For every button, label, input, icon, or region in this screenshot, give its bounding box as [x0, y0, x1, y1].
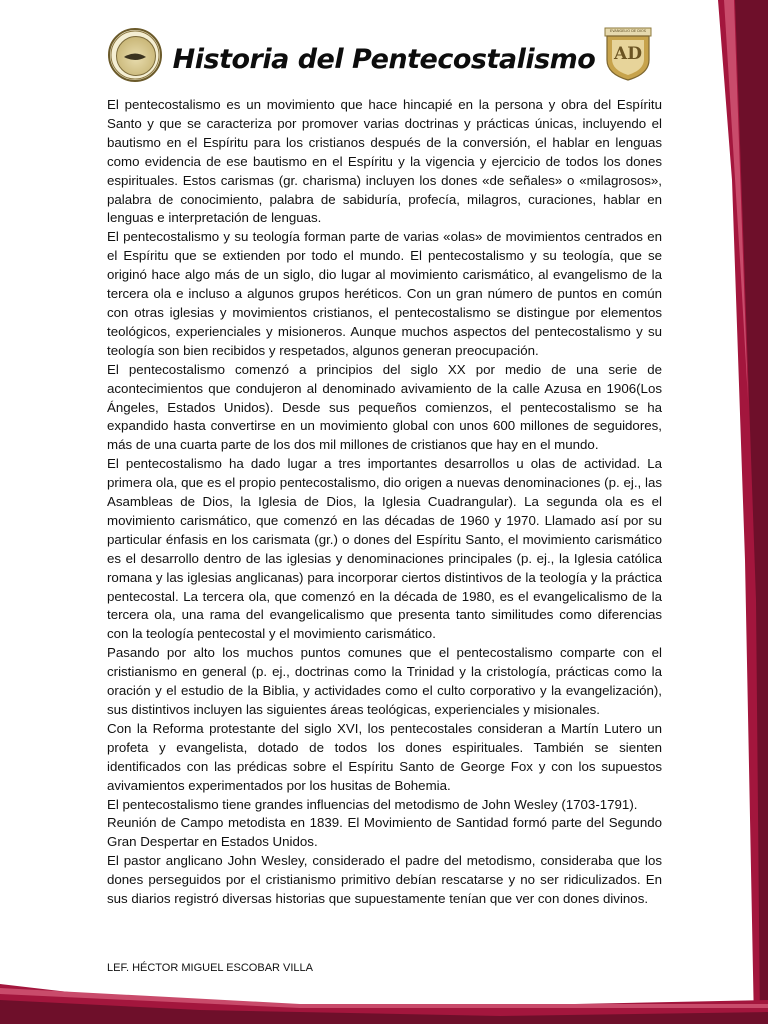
logo-letters: AD: [614, 44, 642, 64]
paragraph: Reunión de Campo metodista en 1839. El Movimiento de Santidad formó parte del Segundo Gran Despertar en Estados Unidos.: [107, 815, 662, 850]
paragraph: El pentecostalismo y su teología forman parte de varias «olas» de movimientos centrados en el Espíritu que se extienden por todo el mundo. El pentecostalismo y su teología, que se originó hace algo más de un siglo, dio lugar al movimiento carismático, al evangelismo de la tercera ola e incluso a algunos grupos heréticos. Con un gran número de puntos en común con otras iglesias y movimientos cristianos, el pentecostalismo se distingue por elementos teológicos, experienciales y misioneros. Aunque muchos aspectos del pentecostalismo y su teología son bien recibidos y respetados, algunos generan preocupación.: [107, 229, 662, 358]
page-title: Historia del Pentecostalismo: [172, 44, 596, 75]
paragraph: El pentecostalismo comenzó a principios del siglo XX por medio de una serie de acontecimientos que condujeron al denominado avivamiento de la calle Azusa en 1906(Los Ángeles, Estados Unidos). Desde sus pequeños comienzos, el pentecostalismo se ha expandido hasta convertirse en un movimiento global con unos 600 millones de seguidores, más de una cuarta parte de los dos mil millones de cristianos que hay en el mundo.: [107, 361, 662, 453]
paragraph: Con la Reforma protestante del siglo XVI, los pentecostales consideran a Martín Lutero un profeta y evangelista, dotado de todos los dones espirituales. También se sienten identificados con las prédicas sobre el Espíritu Santo de George Fox y con los supuestos avivamientos experimentados por los husitas de Bohemia.: [107, 720, 662, 793]
paragraph: El pastor anglicano John Wesley, considerado el padre del metodismo, consideraba que los dones perseguidos por el cristianismo primitivo debían rescatarse y no ser ridiculizados. En sus diarios registró diversas historias que supuestamente tenían que ver con dones divinos.: [107, 853, 662, 907]
document-body: [107, 96, 662, 909]
paragraph: Pasando por alto los muchos puntos comunes que el pentecostalismo comparte con el cristianismo en general (p. ej., doctrinas como la Trinidad y la cristología, prácticas como la oración y el estudio de la Biblia, y actividades como el culto corporativo y la evangelización), sus distintivos incluyen las siguientes áreas teológicas, experienciales y misionales.: [107, 645, 662, 717]
author-footer: LEF. HÉCTOR MIGUEL ESCOBAR VILLA: [107, 962, 314, 974]
paragraph: El pentecostalismo es un movimiento que hace hincapié en la persona y obra del Espíritu Santo y que se caracteriza por promover varias doctrinas y prácticas únicas, incluyendo el bautismo en el Espíritu para los cristianos después de la conversión, el hablar en lenguas como evidencia de ese bautismo en el Espíritu y la vigencia y ejercicio de todos los dones espirituales. Estos carismas (gr. charisma) incluyen los dones «de señales» o «milagrosos», palabra de conocimiento, palabra de sabiduría, profecía, milagros, curaciones, hablar en lenguas e interpretación de lenguas.: [107, 97, 662, 226]
paragraph: El pentecostalismo tiene grandes influencias del metodismo de John Wesley (1703-1791).: [107, 796, 638, 812]
paragraph: El pentecostalismo ha dado lugar a tres importantes desarrollos u olas de actividad. La primera ola, que es el propio pentecostalismo, dio origen a nuevas denominaciones (p. ej., las Asambleas de Dios, la Iglesia de Dios, la Iglesia Cuadrangular). La segunda ola es el movimiento carismático, que comenzó en las décadas de 1960 y 1970. Llamado así por su particular énfasis en los carismata (gr.) o dones del Espíritu Santo, el movimiento carismático es el desarrollo dentro de las iglesias y denominaciones principales (p. ej., la Iglesia católica romana y las iglesias anglicanas) para incorporar ciertos distintivos de la teología y la práctica pentecostal. La tercera ola, que comenzó en la década de 1980, es el evangelicalismo de la tercera ola, una rama del evangelicalismo que presenta tanto similitudes como diferencias con la teología pentecostal y el movimiento carismático.: [107, 456, 662, 642]
logo-banner-text: EVANGELIO DE DIOS: [610, 29, 646, 33]
